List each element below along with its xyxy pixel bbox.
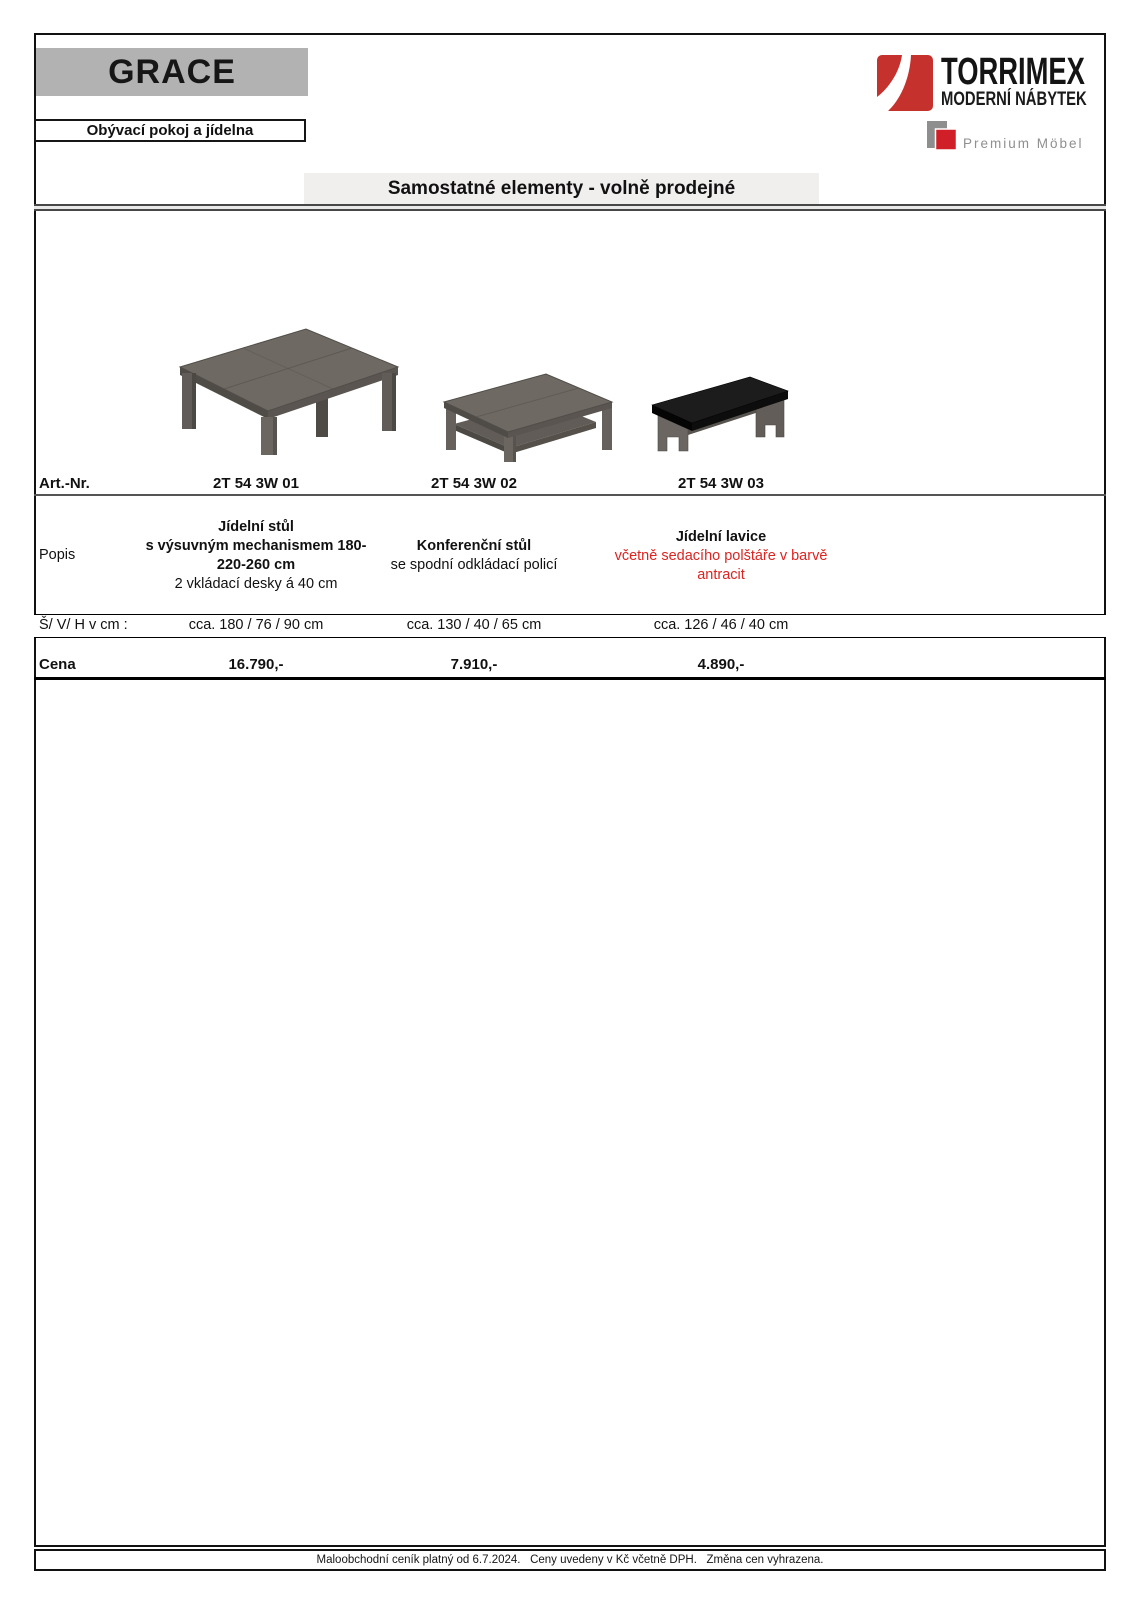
description-line: Jídelní lavice [675,528,767,545]
description-line: Jídelní stůl [218,519,294,535]
torrimex-logo-icon [877,55,933,111]
popis-row-label: Popis [39,547,76,563]
premium-moebel-logo [927,121,1084,157]
description-line: se spodní odkládací policí [390,557,558,573]
premium-moebel-label: Premium Möbel [963,135,1084,151]
product-dims: cca. 180 / 76 / 90 cm [188,617,324,633]
dims-row-label: Š/ V/ H v cm : [39,617,128,633]
section-title-bar [304,173,819,204]
bench-image [644,365,796,457]
product-price: 4.890,- [697,656,745,673]
category-box [34,119,306,142]
description-line: antracit [697,566,745,583]
premium-moebel-icon [927,121,958,157]
product-price: 16.790,- [228,656,284,673]
product-price: 7.910,- [450,656,498,673]
product-image-bench [644,365,796,457]
product-description [344,498,604,614]
dimensions-row [34,614,1106,638]
description-line: 220-260 cm [216,557,296,573]
price-divider [34,677,1106,680]
description-line: včetně sedacího polštáře v barvě [614,547,828,564]
product-image-coffee-table [434,360,620,464]
cena-row-label: Cena [39,656,76,673]
content-frame [34,33,1106,1547]
product-artnr: 2T 54 3W 03 [678,475,764,492]
product-artnr: 2T 54 3W 01 [213,475,299,492]
description-line: s výsuvným mechanismem 180- [145,538,367,554]
torrimex-logo [877,51,1131,111]
torrimex-logo-text [941,51,1131,111]
artnr-row-label: Art.-Nr. [39,475,90,492]
product-image-dining-table [164,315,404,457]
footer-bar [34,1549,1106,1571]
brand-name: TORRIMEX [941,51,1085,93]
dining-table-image [164,315,404,457]
product-dims: cca. 126 / 46 / 40 cm [653,617,789,633]
product-artnr: 2T 54 3W 02 [431,475,517,492]
description-line: Konferenční stůl [416,538,532,554]
coffee-table-image [434,360,620,464]
footer-text: Maloobchodní ceník platný od 6.7.2024. Ceny uvedeny v Kč včetně DPH. Změna cen vyhrazena. [316,1554,824,1566]
product-description [591,498,851,614]
artnr-divider [34,494,1106,496]
product-dims: cca. 130 / 40 / 65 cm [406,617,542,633]
description-line: 2 vkládací desky á 40 cm [174,576,338,592]
brand-tagline: MODERNÍ NÁBYTEK [941,89,1087,110]
category-label: Obývací pokoj a jídelna [86,122,254,139]
collection-title-box [36,48,308,96]
section-divider [34,204,1106,211]
section-title: Samostatné elementy - volně prodejné [387,177,736,199]
collection-title: GRACE [108,52,236,91]
